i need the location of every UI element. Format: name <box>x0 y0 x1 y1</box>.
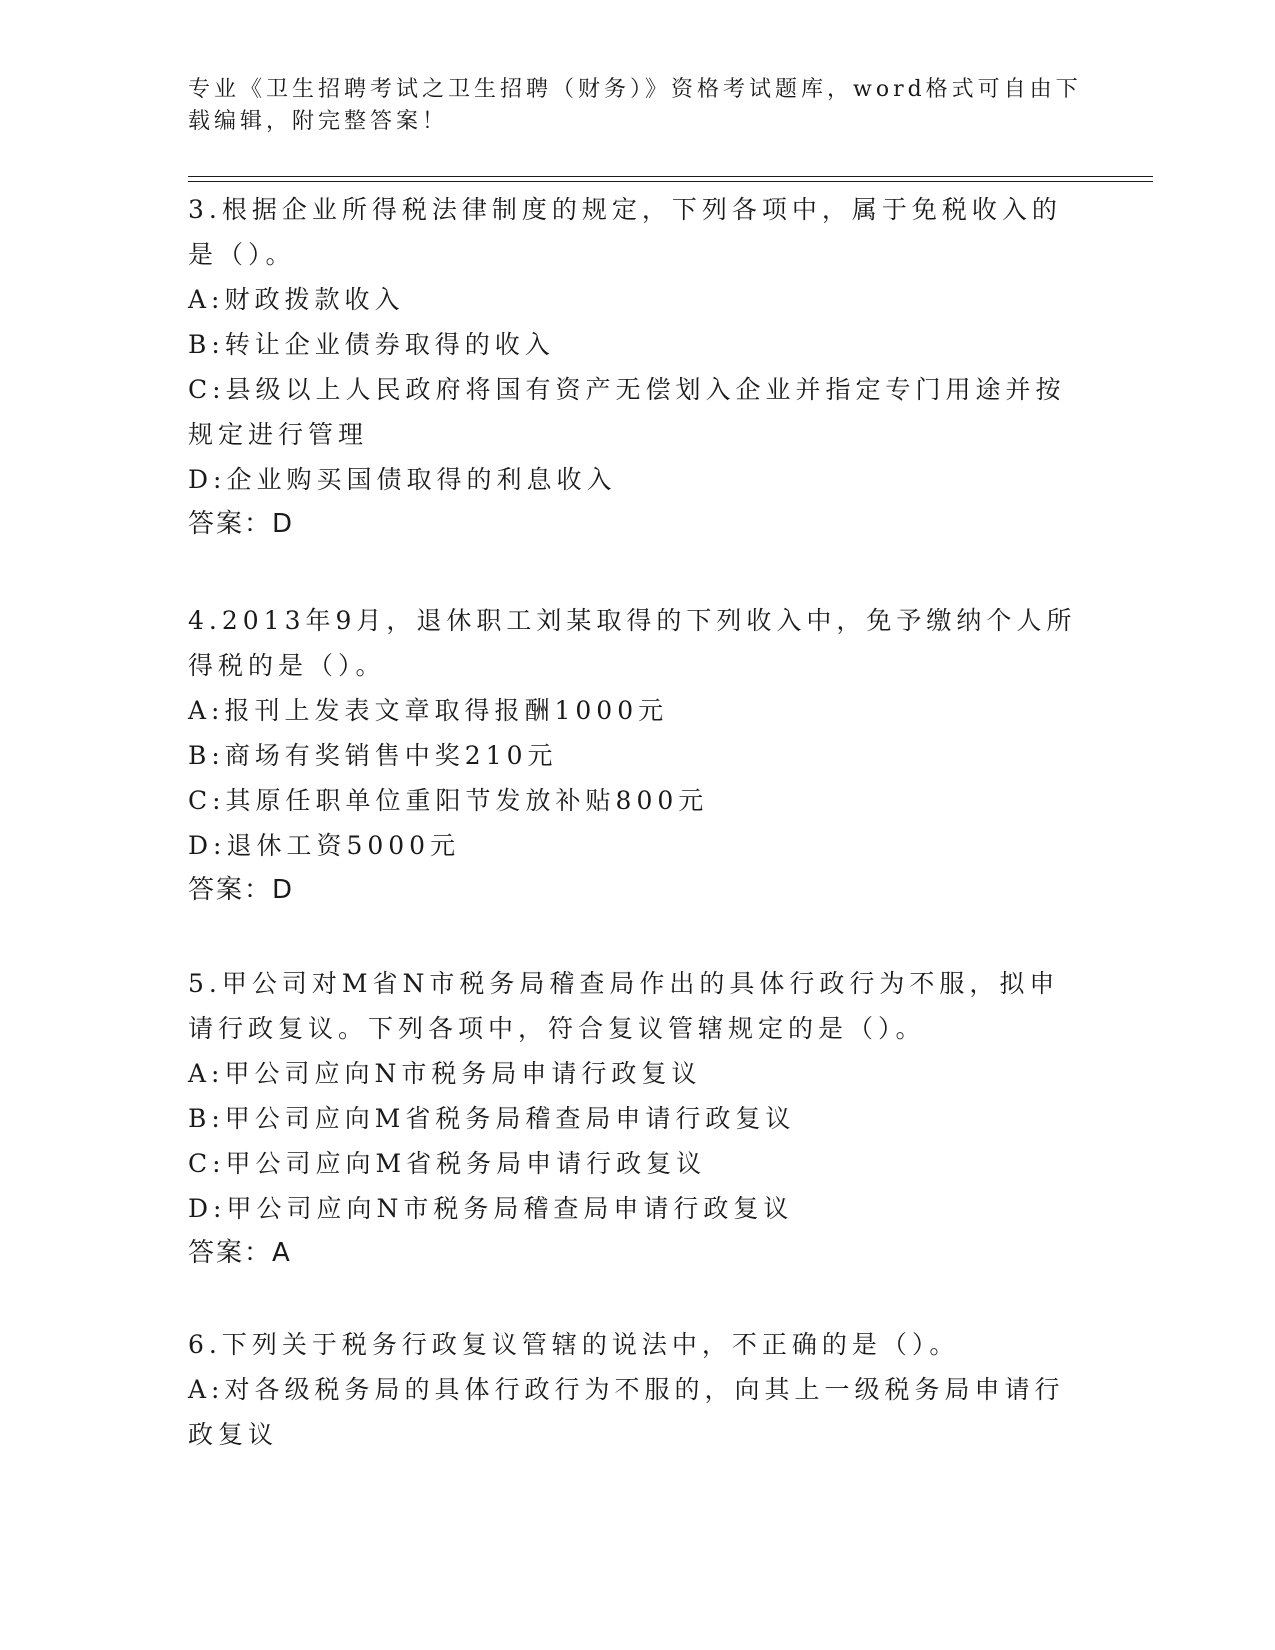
option-d: D:退休工资5000元 <box>188 831 461 860</box>
option-b: B:商场有奖销售中奖210元 <box>188 741 558 770</box>
question-stem: 5.甲公司对M省N市税务局稽查局作出的具体行政行为不服，拟申请行政复议。下列各项中，符合复议管辖规定的是（）。 <box>188 969 1060 1043</box>
option-a: A:甲公司应向N市税务局申请行政复议 <box>188 1059 702 1088</box>
option-a: A:对各级税务局的具体行政行为不服的，向其上一级税务局申请行政复议 <box>188 1375 1065 1449</box>
option-d: D:甲公司应向N市税务局稽查局申请行政复议 <box>188 1194 794 1223</box>
document-header: 专业《卫生招聘考试之卫生招聘（财务）》资格考试题库，word格式可自由下载编辑，附完整答案！ <box>188 77 1082 134</box>
question-stem: 6.下列关于税务行政复议管辖的说法中，不正确的是（）。 <box>188 1330 960 1359</box>
option-d: D:企业购买国债取得的利息收入 <box>188 465 617 494</box>
option-a: A:报刊上发表文章取得报酬1000元 <box>188 696 669 725</box>
question-stem: 3.根据企业所得税法律制度的规定，下列各项中，属于免税收入的是（）。 <box>188 195 1062 269</box>
answer: 答案：D <box>188 875 295 905</box>
question-stem: 4.2013年9月，退休职工刘某取得的下列收入中，免予缴纳个人所得税的是（）。 <box>188 606 1077 680</box>
answer: 答案：A <box>188 1238 292 1268</box>
header-divider-bottom <box>188 181 1153 182</box>
answer: 答案：D <box>188 509 295 539</box>
option-c: C:甲公司应向M省税务局申请行政复议 <box>188 1149 707 1178</box>
header-divider-top <box>188 176 1153 177</box>
question-5 <box>188 961 1088 1276</box>
option-c: C:县级以上人民政府将国有资产无偿划入企业并指定专门用途并按规定进行管理 <box>188 375 1066 449</box>
question-4 <box>188 598 1088 913</box>
question-3 <box>188 187 1088 547</box>
option-a: A:财政拨款收入 <box>188 285 405 314</box>
option-c: C:其原任职单位重阳节发放补贴800元 <box>188 786 709 815</box>
option-b: B:甲公司应向M省税务局稽查局申请行政复议 <box>188 1104 796 1133</box>
option-b: B:转让企业债券取得的收入 <box>188 330 555 359</box>
question-6 <box>188 1322 1088 1457</box>
